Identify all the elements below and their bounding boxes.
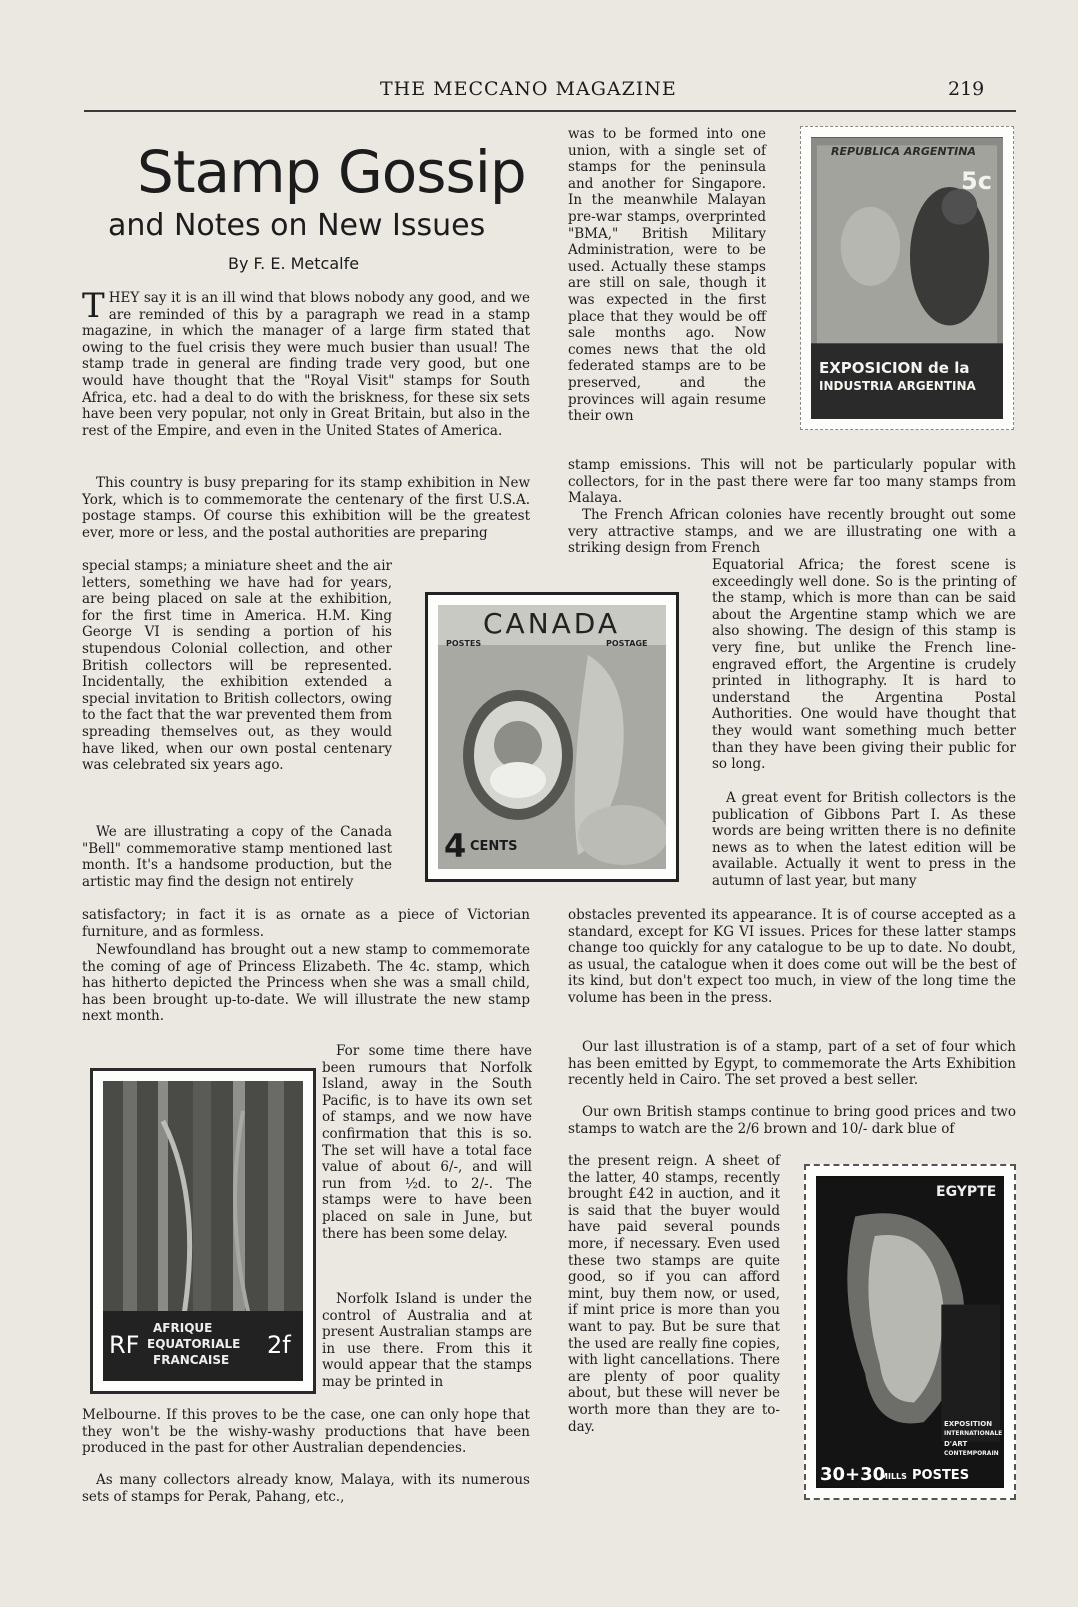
paragraph-malaya-end: stamp emissions. This will not be particularly popular with collectors, for in the past there were far too many stamps from Malaya.	[568, 457, 1016, 507]
french-africa-rf: RF	[109, 1331, 140, 1359]
paragraph-gibbons-cont: obstacles prevented its appearance. It is of course accepted as a standard, except for KG VI issues. Prices for these latter stamps change too quickly for any catalogue to be up to date. No doubt, as usual, the catalogue when it does come out will be the best of its kind, but don't expect too much, in view of the long time the volume has been in the press.	[568, 907, 1016, 1006]
egypt-value: 30+30	[820, 1464, 886, 1485]
paragraph-egypt: Our last illustration is of a stamp, part of a set of four which has been emitted by Egypt, to commemorate the Arts Exhibition recently held in Cairo. The set proved a best seller.	[568, 1039, 1016, 1089]
paragraph-british-stamps: Our own British stamps continue to bring good prices and two stamps to watch are the 2/6 brown and 10/- dark blue of	[568, 1104, 1016, 1137]
paragraph-norfolk-cont: Melbourne. If this proves to be the case, one can only hope that they won't be the wishy-washy productions that have been produced in the past for other Australian dependencies.	[82, 1407, 530, 1457]
drop-cap: T	[82, 286, 105, 326]
egypt-top-label: EGYPTE	[936, 1184, 997, 1200]
french-africa-value: 2f	[267, 1331, 291, 1359]
page-number: 219	[948, 78, 985, 100]
egypt-exhibit-1: EXPOSITION	[944, 1420, 993, 1428]
canada-postage: POSTAGE	[606, 639, 648, 648]
paragraph-intro	[82, 286, 530, 439]
canada-unit: CENTS	[470, 839, 518, 854]
paragraph-french-africa-cont: Equatorial Africa; the forest scene is exceedingly well done. So is the printing of the stamp, which is more than can be said about the Argentine stamp which we are also showing. The design of this stamp is very fine, but unlike the French line-engraved effort, the Argentine is crudely printed in lithography. It is hard to understand the Argentina Postal Authorities. One would have thought that they would want something much better than they have been giving their public for so long.	[712, 557, 1016, 773]
paragraph-canada-cont: satisfactory; in fact it is as ornate as a piece of Victorian furniture, and as formless.	[82, 907, 530, 940]
french-africa-line-1: AFRIQUE	[153, 1321, 213, 1335]
egypt-stamp-image	[804, 1164, 1016, 1500]
canada-name: CANADA	[483, 607, 621, 640]
french-africa-line-3: FRANCAISE	[153, 1353, 230, 1367]
egypt-postes: POSTES	[912, 1468, 970, 1483]
argentina-bottom-label-1: EXPOSICION de la	[819, 359, 970, 377]
canada-stamp-image	[425, 592, 679, 882]
article-title: Stamp Gossip	[137, 138, 526, 206]
argentina-value: 5c	[961, 167, 992, 195]
paragraph-french-africa: The French African colonies have recently brought out some very attractive stamps, and we are illustrating one with a striking design from French	[568, 507, 1016, 557]
article-subtitle: and Notes on New Issues	[108, 208, 486, 243]
paragraph-norfolk: For some time there have been rumours that Norfolk Island, away in the South Pacific, is to have its own set of stamps, and we now have confirmation that this is so. The set will have a total face value of about 6/-, and will run from ½d. to 2/-. The stamps were to have been placed on sale in June, but there has been some delay.	[322, 1043, 532, 1242]
french-africa-line-2: EQUATORIALE	[147, 1337, 241, 1351]
egypt-stamp-art	[816, 1176, 1004, 1488]
running-header-title: THE MECCANO MAGAZINE	[380, 78, 677, 100]
paragraph-british-stamps-cont: the present reign. A sheet of the latter, 40 stamps, recently brought £42 in auction, and it is said that the buyer would have paid several pounds more, if necessary. Even used these two stamps are quite good, so if you can afford mint, buy them now, or used, if mint price is more than you want to pay. But be sure that the used are really fine copies, with light cancellations. There are plenty of poor quality about, but these will never be worth more than they are to-day.	[568, 1153, 780, 1435]
paragraph-malaya: As many collectors already know, Malaya, with its numerous sets of stamps for Perak, Pahang, etc.,	[82, 1472, 530, 1505]
paragraph-norfolk-control: Norfolk Island is under the control of Australia and at present Australian stamps are in use there. From this it would appear that the stamps may be printed in	[322, 1291, 532, 1390]
article-byline: By F. E. Metcalfe	[228, 254, 360, 273]
paragraph-intro-text: HEY say it is an ill wind that blows nobody any good, and we are reminded of this by a paragraph we read in a stamp magazine, in which the manager of a large firm stated that owing to the fuel crisis they were much busier than usual! The stamp trade in general are finding trade very good, but one would have thought that the "Royal Visit" stamps for South Africa, etc. had a deal to do with the briskness, for these six sets have been very popular, not only in Great Britain, but also in the rest of the Empire, and even in the United States of America.	[82, 290, 530, 439]
french-africa-stamp-image	[90, 1068, 316, 1394]
argentina-stamp-image	[800, 126, 1014, 430]
argentina-bottom-label-2: INDUSTRIA ARGENTINA	[819, 379, 976, 393]
egypt-unit: MILLS	[880, 1472, 907, 1481]
egypt-exhibit-3: D'ART	[944, 1440, 968, 1448]
canada-value: 4	[444, 827, 467, 865]
argentina-top-label: REPUBLICA ARGENTINA	[831, 145, 976, 158]
paragraph-canada: We are illustrating a copy of the Canada "Bell" commemorative stamp mentioned last month. It's a handsome production, but the artistic may find the design not entirely	[82, 824, 392, 890]
paragraph-exhibition: This country is busy preparing for its stamp exhibition in New York, which is to commemorate the centenary of the first U.S.A. postage stamps. Of course this exhibition will be the greatest ever, more or less, and the postal authorities are preparing	[82, 475, 530, 541]
egypt-exhibit-2: INTERNATIONALE	[944, 1430, 1003, 1437]
header-rule	[84, 110, 1016, 112]
paragraph-gibbons: A great event for British collectors is the publication of Gibbons Part I. As these words are being written there is no definite news as to when the latest edition will be available. Actually it went to press in the autumn of last year, but many	[712, 790, 1016, 889]
egypt-exhibit-4: CONTEMPORAIN	[944, 1450, 999, 1457]
paragraph-malaya-cont: was to be formed into one union, with a single set of stamps for the peninsula and another for Singapore. In the meanwhile Malayan pre-war stamps, overprinted "BMA," British Military Administration, were to be used. Actually these stamps are still on sale, though it was expected in the first place that they would be off sale months ago. Now comes news that the old federated stamps are to be preserved, and the provinces will again resume their own	[568, 126, 766, 425]
canada-postes: POSTES	[446, 639, 482, 648]
paragraph-exhibition-cont: special stamps; a miniature sheet and the air letters, something we have had for years, are being placed on sale at the exhibition, for the first time in America. H.M. King George VI is sending a portion of his stupendous Colonial collection, and other British collectors will be represented. Incidentally, the exhibition extended a special invitation to British collectors, owing to the fact that the war prevented them from spreading themselves out, as they would have liked, when our own postal centenary was celebrated six years ago.	[82, 558, 392, 774]
paragraph-newfoundland: Newfoundland has brought out a new stamp to commemorate the coming of age of Princess Elizabeth. The 4c. stamp, which has hitherto depicted the Princess when she was a small child, has been brought up-to-date. We will illustrate the new stamp next month.	[82, 942, 530, 1025]
